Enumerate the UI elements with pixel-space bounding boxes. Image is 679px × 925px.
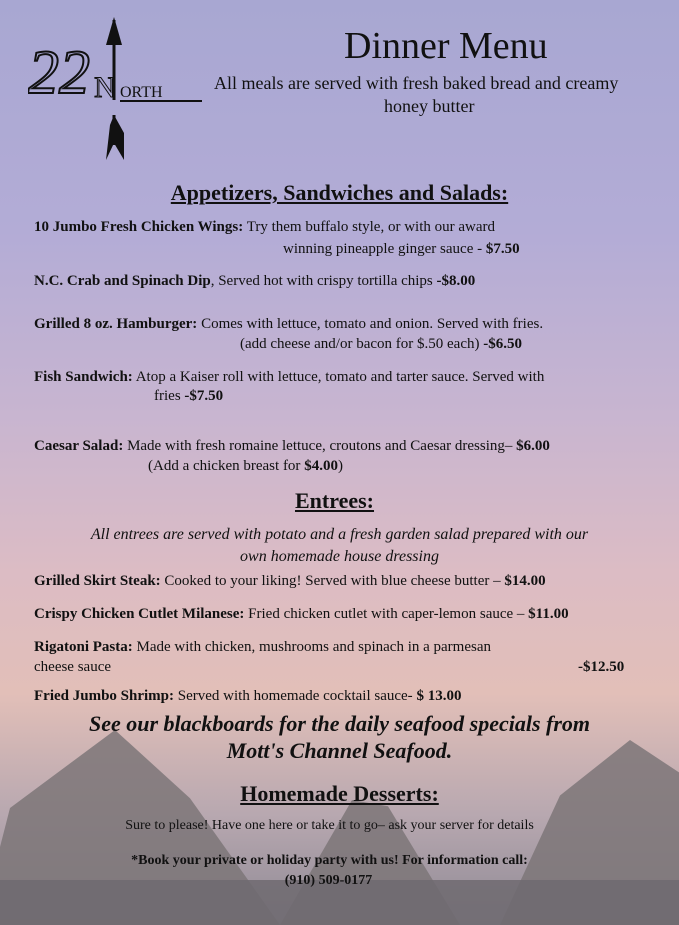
svg-text:22: 22 bbox=[28, 39, 90, 107]
desserts-text: Sure to please! Have one here or take it to go– ask your server for details bbox=[125, 818, 534, 833]
subtitle-line-1: All meals are served with fresh baked bread and creamy bbox=[214, 73, 619, 93]
menu-item-rigatoni-line2: cheese sauce bbox=[34, 659, 112, 675]
menu-item-crab-dip: N.C. Crab and Spinach Dip, Served hot with crispy tortilla chips -$8.00 bbox=[34, 273, 476, 289]
menu-item-fish-sandwich-line2: fries -$7.50 bbox=[154, 388, 224, 404]
entrees-note-line-1: All entrees are served with potato and a fresh garden salad prepared with our bbox=[90, 526, 589, 543]
entrees-heading: Entrees: bbox=[294, 488, 375, 513]
menu-item-wings-line2: winning pineapple ginger sauce - $7.50 bbox=[283, 241, 520, 257]
page-title: Dinner Menu bbox=[344, 25, 548, 67]
menu-item-chicken-milanese: Crispy Chicken Cutlet Milanese: Fried chicken cutlet with caper-lemon sauce – $11.00 bbox=[34, 606, 569, 622]
desserts-heading: Homemade Desserts: bbox=[240, 781, 439, 806]
menu-item-fish-sandwich: Fish Sandwich: Atop a Kaiser roll with lettuce, tomato and tarter sauce. Served with bbox=[34, 369, 545, 385]
booking-text: *Book your private or holiday party with us! For information call: bbox=[131, 853, 528, 868]
svg-text:ORTH: ORTH bbox=[120, 84, 163, 101]
phone-number: (910) 509-0177 bbox=[284, 873, 373, 888]
menu-item-hamburger-line2: (add cheese and/or bacon for $.50 each) -$6.50 bbox=[240, 336, 522, 352]
menu-item-rigatoni: Rigatoni Pasta: Made with chicken, mushrooms and spinach in a parmesan bbox=[34, 639, 491, 655]
subtitle-line-2: honey butter bbox=[384, 96, 475, 116]
specials-line-1: See our blackboards for the daily seafood specials from bbox=[88, 711, 591, 736]
menu-item-caesar-salad: Caesar Salad: Made with fresh romaine lettuce, croutons and Caesar dressing– $6.00 bbox=[34, 438, 550, 454]
menu-item-skirt-steak: Grilled Skirt Steak: Cooked to your liking! Served with blue cheese butter – $14.00 bbox=[34, 573, 546, 589]
menu-item-wings: 10 Jumbo Fresh Chicken Wings: Try them buffalo style, or with our award bbox=[34, 219, 495, 235]
menu-item-rigatoni-price: -$12.50 bbox=[578, 659, 625, 675]
logo bbox=[28, 15, 208, 165]
specials-line-2: Mott's Channel Seafood. bbox=[226, 738, 453, 763]
menu-item-caesar-salad-line2: (Add a chicken breast for $4.00) bbox=[148, 458, 343, 474]
menu-item-shrimp: Fried Jumbo Shrimp: Served with homemade cocktail sauce- $ 13.00 bbox=[34, 688, 462, 704]
entrees-note-line-2: own homemade house dressing bbox=[240, 548, 439, 565]
appetizers-heading: Appetizers, Sandwiches and Salads: bbox=[170, 180, 509, 205]
menu-item-hamburger: Grilled 8 oz. Hamburger: Comes with lettuce, tomato and onion. Served with fries. bbox=[34, 316, 544, 332]
svg-text:N: N bbox=[94, 71, 116, 104]
